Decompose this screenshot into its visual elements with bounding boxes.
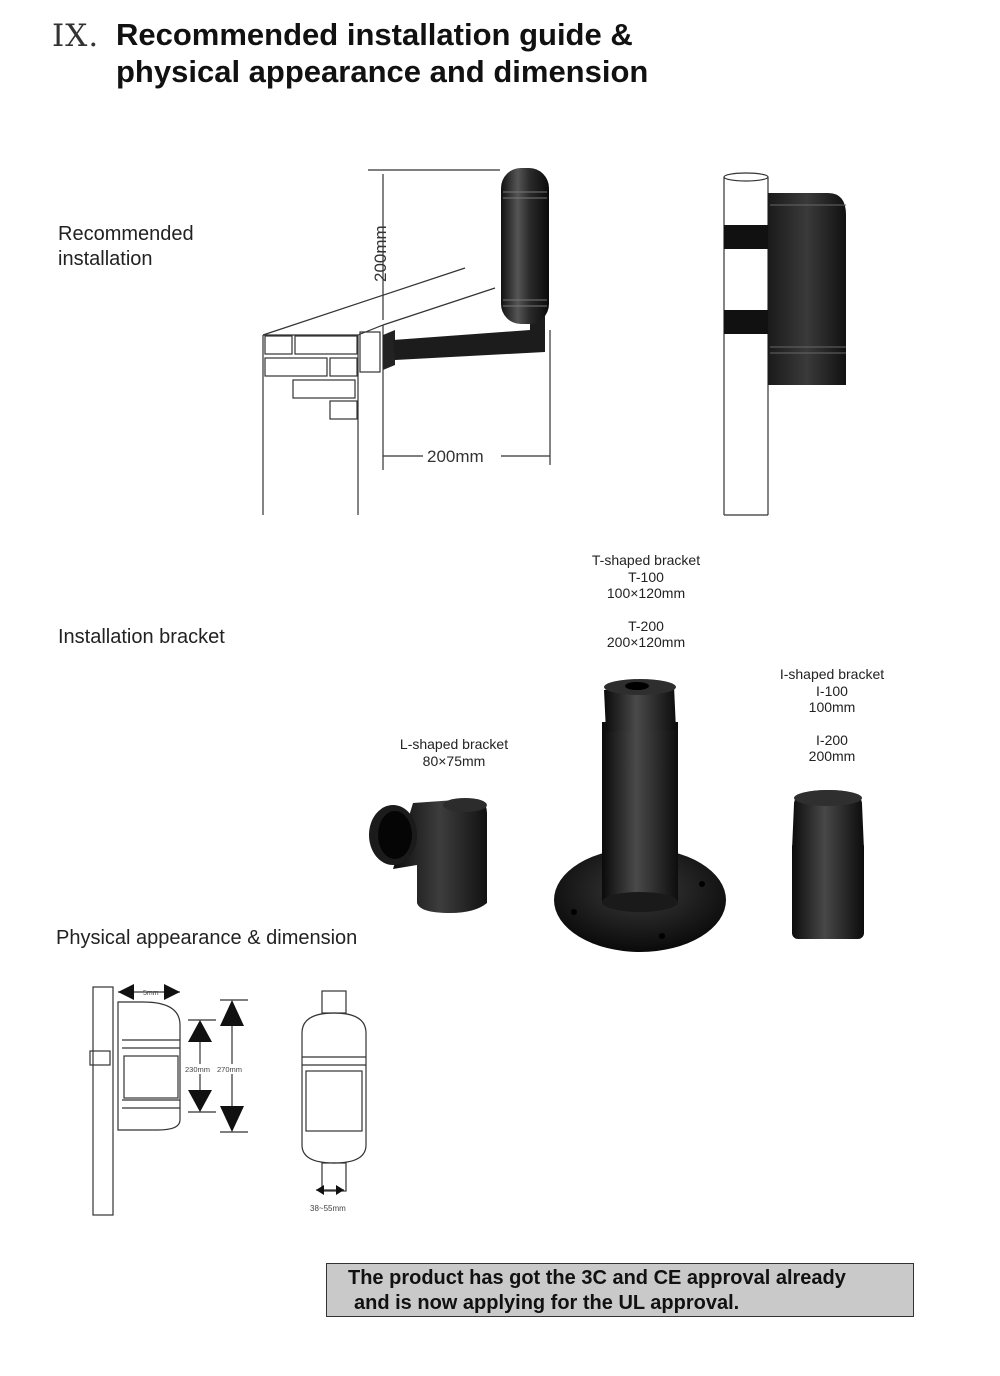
t-bracket-image	[552, 672, 732, 957]
t-bracket-caption: T-shaped bracket T-100 100×120mm T-200 200×120mm	[591, 552, 701, 650]
dim-outer-label: 270mm	[217, 1065, 243, 1074]
section-number: IX.	[52, 18, 100, 54]
dim-pole-label: 38~55mm	[310, 1204, 346, 1213]
recommended-installation-label: Recommended installation	[58, 223, 194, 270]
approval-notice: The product has got the 3C and CE approval already and is now applying for the UL approval.	[326, 1263, 914, 1317]
l-bracket-image	[365, 795, 495, 920]
physical-appearance-label: Physical appearance & dimension	[56, 927, 358, 949]
dim-horizontal-label: 200mm	[427, 447, 484, 466]
title-line-2: physical appearance and dimension	[116, 54, 649, 89]
page-title	[116, 16, 648, 90]
i-bracket-caption: I-shaped bracket I-100 100mm I-200 200mm	[779, 666, 885, 764]
i-bracket-image	[788, 786, 873, 941]
installation-bracket-label: Installation bracket	[58, 626, 225, 648]
dim-depth-label: 5mm	[143, 990, 159, 997]
side-view-diagram	[88, 980, 268, 1220]
dim-vertical-label: 200mm	[371, 225, 390, 282]
pole-installation-figure	[718, 165, 858, 525]
title-line-1: Recommended installation guide &	[116, 17, 633, 52]
wall-installation-figure	[255, 160, 575, 520]
front-view-diagram	[296, 985, 386, 1225]
l-bracket-caption: L-shaped bracket 80×75mm	[399, 736, 509, 769]
dim-inner-label: 230mm	[185, 1065, 211, 1074]
